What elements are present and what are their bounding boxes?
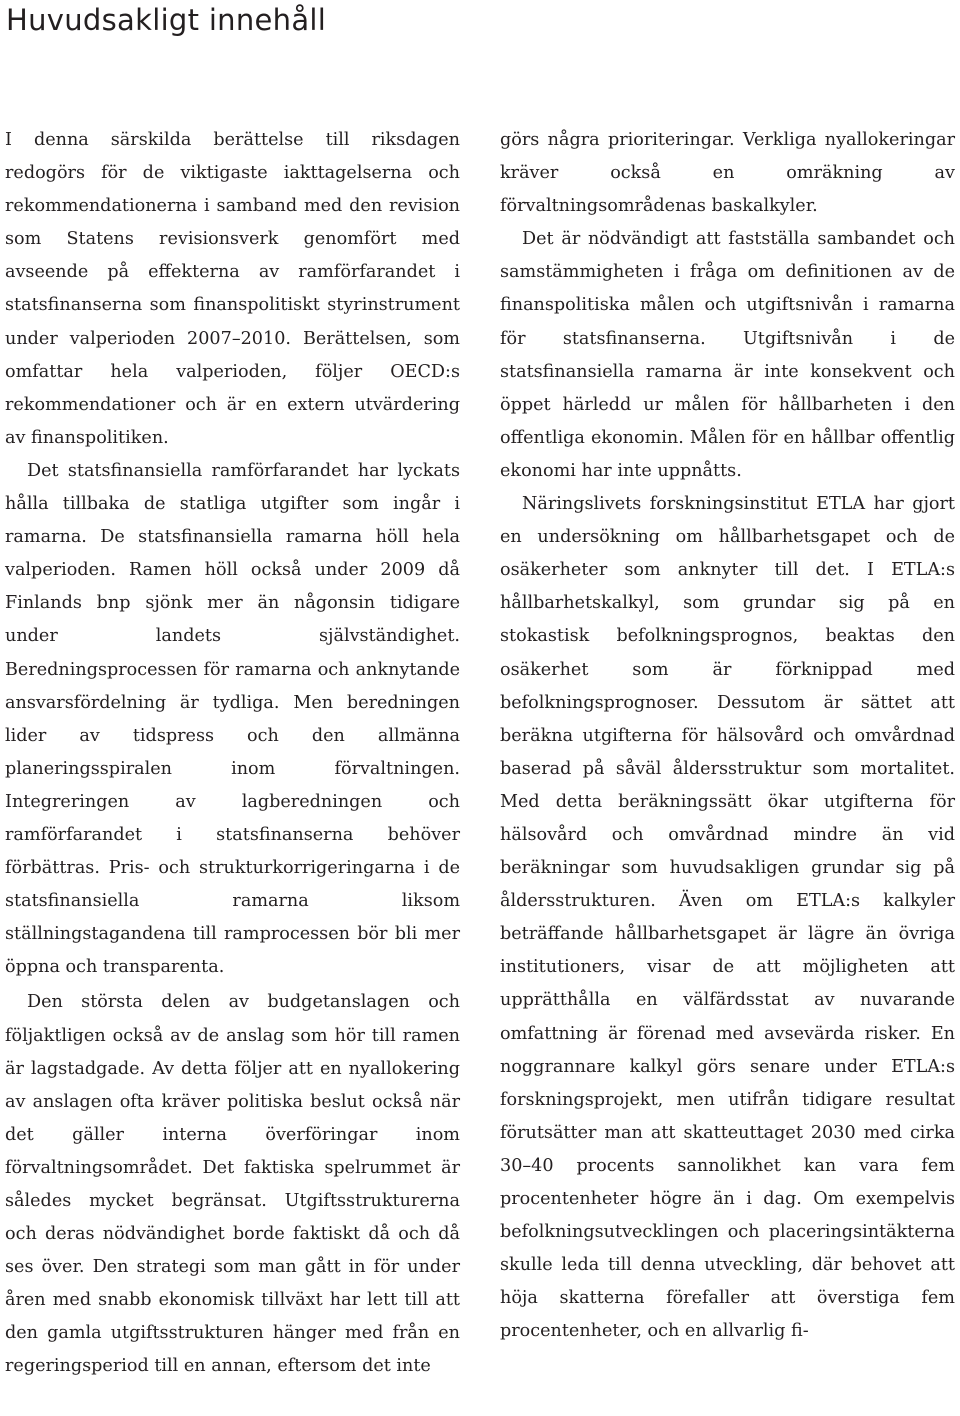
paragraph-budgetanslag: Den största delen av budgetanslagen och följaktligen också av de anslag som hör till ramen är lagstadgade. Av detta följer att en nyallokering av anslagen ofta kräver politiska beslut också när det gäller interna överföringar inom förvaltningsområdet. Det faktiska spelrummet är således mycket begränsat. Utgiftsstrukturerna och deras nödvändighet borde faktiskt då och då ses över. Den strategi som man gått in för under åren med snabb ekonomisk tillväxt har lett till att den gamla utgiftsstrukturen hänger med från en regeringsperiod till en annan, eftersom det inte: [5, 992, 460, 1377]
page-title: Huvudsakligt innehåll: [6, 3, 327, 37]
paragraph-prioriteringar: görs några prioriteringar. Verkliga nyallokeringar kräver också en omräkning av förvaltningsområdenas baskalkyler.: [500, 130, 955, 217]
paragraph-intro: I denna särskilda berättelse till riksdagen redogörs för de viktigaste iakttagelserna och rekommendationerna i samband med den revision som Statens revisionsverk genomfört med avseende på effekterna av ramförfarandet i statsfinanserna som finanspolitiskt styrinstrument under valperioden 2007–2010. Berättelsen, som omfattar hela valperioden, följer OECD:s rekommendationer och är en extern utvärdering av finanspolitiken.: [5, 130, 460, 448]
right-text-column: [500, 124, 955, 1348]
paragraph-etla: Näringslivets forskningsinstitut ETLA har gjort en undersökning om hållbarhetsgapet och de osäkerheter som anknyter till det. I ETLA:s hållbarhetskalkyl, som grundar sig på en stokastisk befolkningsprognos, beaktas den osäkerhet som är förknippad med befolkningsprognoser. Dessutom är sättet att beräkna utgifterna för hälsovård och omvårdnad baserad på såväl åldersstruktur som mortalitet. Med detta beräkningssätt ökar utgifterna för hälsovård och omvårdnad mindre än vid beräkningar som huvudsakligen grundar sig på åldersstrukturen. Även om ETLA:s kalkyler beträffande hållbarhetsgapet är lägre än övriga institutioners, visar de att möjligheten att upprätthålla en välfärdsstat av nuvarande omfattning är förenad med avsevärda risker. En noggrannare kalkyl görs senare under ETLA:s forskningsprojekt, men utifrån tidigare resultat förutsätter man att skatteuttaget 2030 med cirka 30–40 procents sannolikhet kan vara fem procentenheter högre än i dag. Om exempelvis befolkningsutvecklingen och placeringsintäkterna skulle leda till denna utveckling, där behovet att höja skatterna förefaller att överstiga fem procentenheter, och en allvarlig fi-: [500, 494, 955, 1342]
left-text-column: [5, 124, 460, 1384]
paragraph-sambandet: Det är nödvändigt att fastställa sambandet och samstämmigheten i fråga om definitionen av de finanspolitiska målen och utgiftsnivån i ramarna för statsfinanserna. Utgiftsnivån i de statsfinansiella ramarna är inte konsekvent och öppet härledd ur målen för hållbarheten i den offentliga ekonomin. Målen för en hållbar offentlig ekonomi har inte uppnåtts.: [500, 229, 955, 481]
paragraph-ramforfarande: Det statsfinansiella ramförfarandet har lyckats hålla tillbaka de statliga utgifter som ingår i ramarna. De statsfinansiella ramarna höll hela valperioden. Ramen höll också under 2009 då Finlands bnp sjönk mer än någonsin tidigare under landets självständighet. Beredningsprocessen för ramarna och anknytande ansvarsfördelning är tydliga. Men beredningen lider av tidspress och den allmänna planeringsspiralen inom förvaltningen. Integreringen av lagberedningen och ramförfarandet i statsfinanserna behöver förbättras. Pris- och strukturkorrigeringarna i de statsfinansiella ramarna liksom ställningstagandena till ramprocessen bör bli mer öppna och transparenta.: [5, 460, 460, 978]
